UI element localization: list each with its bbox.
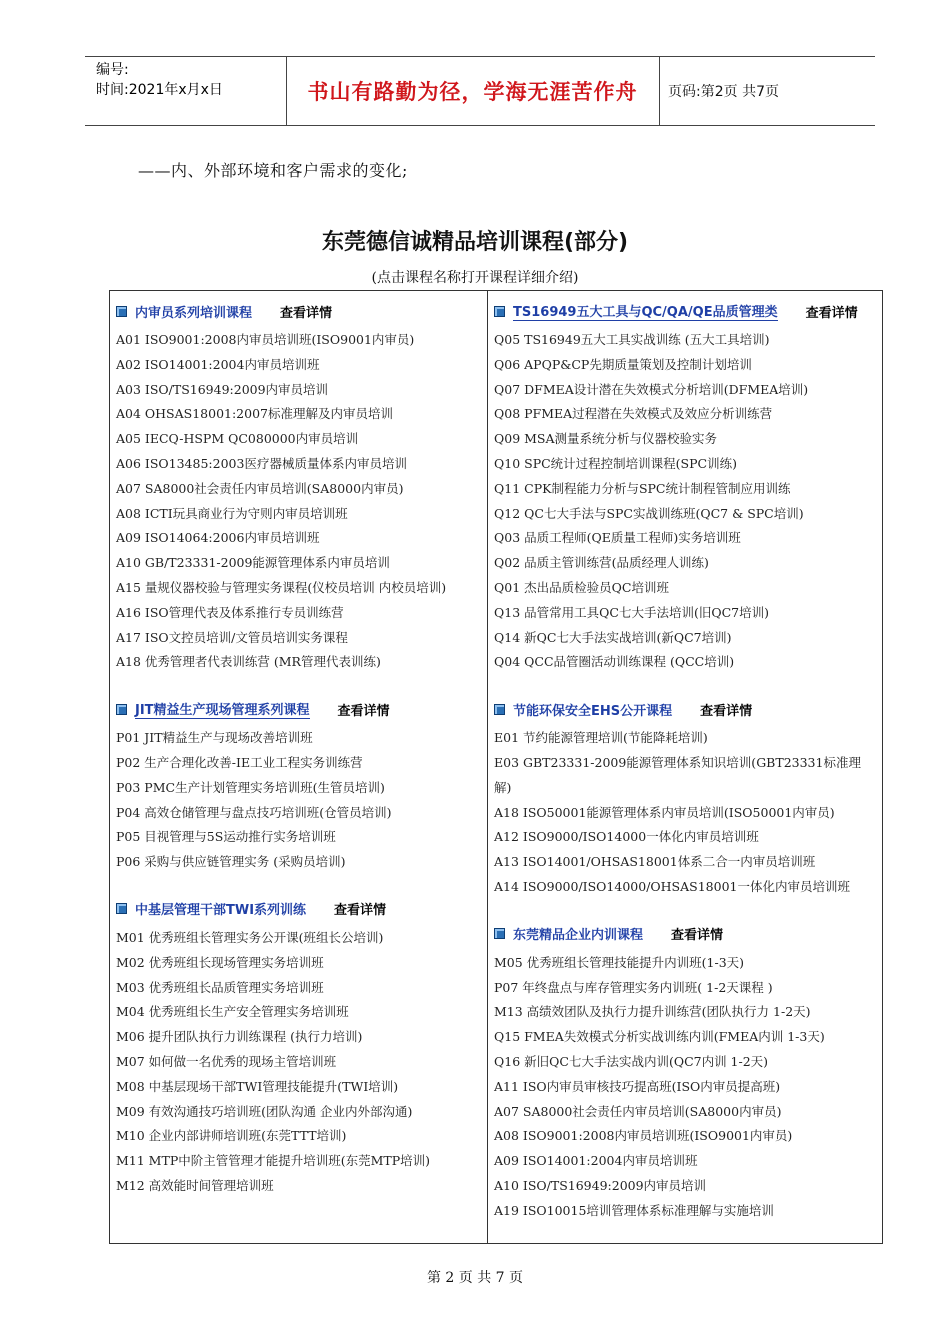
course-link[interactable]: P02 生产合理化改善-IE工业工程实务训练营 <box>116 754 363 770</box>
header-meta <box>96 60 223 100</box>
left-column <box>116 299 482 1199</box>
course-link[interactable]: M08 中基层现场干部TWI管理技能提升(TWI培训) <box>116 1078 399 1094</box>
course-link[interactable]: Q12 QC七大手法与SPC实战训练班(QC7 & SPC培训) <box>494 505 804 521</box>
course-link[interactable]: M10 企业内部讲师培训班(东莞TTT培训) <box>116 1128 347 1144</box>
section-header <box>494 299 878 323</box>
bullet-square-icon <box>494 928 505 939</box>
course-link[interactable]: A09 ISO14001:2004内审员培训班 <box>494 1153 698 1169</box>
course-link[interactable]: A04 OHSAS18001:2007标准理解及内审员培训 <box>116 406 393 422</box>
header-divider <box>659 57 660 125</box>
course-link[interactable]: M05 优秀班组长管理技能提升内训班(1-3天) <box>494 954 745 970</box>
section-gap <box>116 675 482 697</box>
section-title-link[interactable]: 内审员系列培训课程 <box>135 305 253 321</box>
course-link[interactable]: Q10 SPC统计过程控制培训课程(SPC训练) <box>494 455 737 471</box>
header-motto: 书山有路勤为径，学海无涯苦作舟 <box>307 80 638 104</box>
course-table <box>109 290 883 1244</box>
view-details-link[interactable]: 查看详情 <box>334 903 387 919</box>
number-label: 编号: <box>96 62 129 78</box>
course-link[interactable]: A18 ISO50001能源管理体系内审员培训(ISO50001内审员) <box>494 804 835 820</box>
course-link[interactable]: Q05 TS16949五大工具实战训练 (五大工具培训) <box>494 332 770 347</box>
course-link[interactable]: A02 ISO14001:2004内审员培训班 <box>116 356 320 372</box>
section-gap <box>494 900 878 922</box>
page-title: 东莞德信诚精品培训课程(部分) <box>321 230 629 255</box>
course-link[interactable]: A15 量规仪器校验与管理实务课程(仪校员培训 内校员培训) <box>116 579 447 595</box>
course-link[interactable]: A12 ISO9000/ISO14000一体化内审员培训班 <box>494 829 759 845</box>
course-link[interactable]: E03 GBT23331-2009能源管理体系知识培训(GBT23331标准理解) <box>494 754 861 795</box>
section-title-link[interactable]: 东莞精品企业内训课程 <box>513 928 644 944</box>
course-link[interactable]: Q13 品管常用工具QC七大手法培训(旧QC7培训) <box>494 604 769 620</box>
course-link[interactable]: Q03 品质工程师(QE质量工程师)实务培训班 <box>494 530 741 546</box>
section-title-link[interactable]: 中基层管理干部TWI系列训练 <box>135 903 307 919</box>
course-link[interactable]: Q15 FMEA失效模式分析实战训练内训(FMEA内训 1-3天) <box>494 1029 825 1045</box>
course-link[interactable]: M09 有效沟通技巧培训班(团队沟通 企业内外部沟通) <box>116 1103 413 1119</box>
course-link[interactable]: Q14 新QC七大手法实战培训(新QC7培训) <box>494 629 732 645</box>
course-link[interactable]: A17 ISO文控员培训/文管员培训实务课程 <box>116 629 348 645</box>
course-link[interactable]: Q01 杰出品质检验员QC培训班 <box>494 579 669 595</box>
course-link[interactable]: M01 优秀班组长管理实务公开课(班组长公培训) <box>116 929 384 945</box>
section-header <box>116 697 482 721</box>
view-details-link[interactable]: 查看详情 <box>700 703 753 719</box>
course-link[interactable]: M12 高效能时间管理培训班 <box>116 1177 274 1193</box>
course-link[interactable]: Q02 品质主管训练营(品质经理人训练) <box>494 555 709 571</box>
course-link[interactable]: A10 GB/T23331-2009能源管理体系内审员培训 <box>116 555 390 571</box>
course-link[interactable]: E01 节约能源管理培训(节能降耗培训) <box>494 730 708 746</box>
course-link[interactable]: A08 ISO9001:2008内审员培训班(ISO9001内审员) <box>494 1128 793 1144</box>
course-link[interactable]: P07 年终盘点与库存管理实务内训班( 1-2天课程 ) <box>494 979 773 995</box>
view-details-link[interactable]: 查看详情 <box>671 928 724 944</box>
section-title-link[interactable]: TS16949五大工具与QC/QA/QE品质管理类 <box>513 301 778 321</box>
page-subtitle: (点击课程名称打开课程详细介绍) <box>371 270 579 286</box>
course-link[interactable]: M04 优秀班组长生产安全管理实务培训班 <box>116 1004 349 1020</box>
course-link[interactable]: A18 优秀管理者代表训练营 (MR管理代表训练) <box>116 654 381 670</box>
header-page-label: 页码:第2页 共7页 <box>668 84 779 100</box>
course-link[interactable]: P04 高效仓储管理与盘点技巧培训班(仓管员培训) <box>116 804 392 820</box>
bullet-square-icon <box>116 903 127 914</box>
course-link[interactable]: M03 优秀班组长品质管理实务培训班 <box>116 979 324 995</box>
course-link[interactable]: P06 采购与供应链管理实务 (采购员培训) <box>116 854 346 870</box>
view-details-link[interactable]: 查看详情 <box>337 703 390 719</box>
section-header <box>494 922 878 946</box>
course-link[interactable]: Q04 QCC品管圈活动训练课程 (QCC培训) <box>494 654 735 670</box>
course-link[interactable]: P01 JIT精益生产与现场改善培训班 <box>116 730 313 746</box>
bullet-square-icon <box>494 306 505 317</box>
course-link[interactable]: P03 PMC生产计划管理实务培训班(生管员培训) <box>116 779 385 795</box>
course-link[interactable]: A19 ISO10015培训管理体系标准理解与实施培训 <box>494 1202 774 1218</box>
section-header <box>494 697 878 721</box>
section-title-link[interactable]: JIT精益生产现场管理系列课程 <box>135 699 310 719</box>
course-link[interactable]: P05 目视管理与5S运动推行实务培训班 <box>116 829 336 845</box>
section-header <box>116 897 482 921</box>
course-link[interactable]: A01 ISO9001:2008内审员培训班(ISO9001内审员) <box>116 332 415 347</box>
course-link[interactable]: Q11 CPK制程能力分析与SPC统计制程管制应用训练 <box>494 480 791 496</box>
course-link[interactable]: M13 高绩效团队及执行力提升训练营(团队执行力 1-2天) <box>494 1004 811 1020</box>
course-link[interactable]: A09 ISO14064:2006内审员培训班 <box>116 530 320 546</box>
course-link[interactable]: Q07 DFMEA设计潜在失效模式分析培训(DFMEA培训) <box>494 381 809 397</box>
right-column <box>494 299 878 1224</box>
course-link[interactable]: Q06 APQP&CP先期质量策划及控制计划培训 <box>494 356 752 372</box>
view-details-link[interactable]: 查看详情 <box>280 305 333 321</box>
view-details-link[interactable]: 查看详情 <box>805 305 858 321</box>
course-link[interactable]: A03 ISO/TS16949:2009内审员培训 <box>116 381 329 397</box>
course-link[interactable]: A07 SA8000社会责任内审员培训(SA8000内审员) <box>116 480 404 496</box>
section-gap <box>494 675 878 697</box>
course-link[interactable]: A05 IECQ-HSPM QC080000内审员培训 <box>116 431 359 447</box>
course-link[interactable]: Q16 新旧QC七大手法实战内训(QC7内训 1-2天) <box>494 1053 769 1069</box>
page-header <box>85 56 875 126</box>
course-link[interactable]: A11 ISO内审员审核技巧提高班(ISO内审员提高班) <box>494 1078 781 1094</box>
bullet-square-icon <box>116 306 127 317</box>
course-link[interactable]: M11 MTP中阶主管管理才能提升培训班(东莞MTP培训) <box>116 1153 431 1169</box>
course-link[interactable]: A10 ISO/TS16949:2009内审员培训 <box>494 1177 707 1193</box>
page-footer: 第 2 页 共 7 页 <box>426 1270 524 1286</box>
section-gap <box>116 875 482 897</box>
bullet-square-icon <box>494 704 505 715</box>
course-link[interactable]: Q08 PFMEA过程潜在失效模式及效应分析训练营 <box>494 406 773 422</box>
section-header <box>116 299 482 323</box>
course-link[interactable]: A07 SA8000社会责任内审员培训(SA8000内审员) <box>494 1103 782 1119</box>
course-link[interactable]: M02 优秀班组长现场管理实务培训班 <box>116 954 324 970</box>
course-link[interactable]: A16 ISO管理代表及体系推行专员训练营 <box>116 604 344 620</box>
course-link[interactable]: M06 提升团队执行力训练课程 (执行力培训) <box>116 1029 363 1045</box>
course-link[interactable]: A06 ISO13485:2003医疗器械质量体系内审员培训 <box>116 455 407 471</box>
section-title-link[interactable]: 节能环保安全EHS公开课程 <box>513 703 673 719</box>
course-link[interactable]: A14 ISO9000/ISO14000/OHSAS18001一体化内审员培训班 <box>494 878 850 894</box>
course-link[interactable]: Q09 MSA测量系统分析与仪器校验实务 <box>494 431 718 447</box>
course-link[interactable]: A08 ICTI玩具商业行为守则内审员培训班 <box>116 505 348 521</box>
course-link[interactable]: A13 ISO14001/OHSAS18001体系二合一内审员培训班 <box>494 854 816 870</box>
column-divider <box>487 291 488 1243</box>
time-label: 时间:2021年x月x日 <box>96 82 223 98</box>
course-link[interactable]: M07 如何做一名优秀的现场主管培训班 <box>116 1053 337 1069</box>
intro-text: ——内、外部环境和客户需求的变化; <box>138 161 408 180</box>
bullet-square-icon <box>116 704 127 715</box>
